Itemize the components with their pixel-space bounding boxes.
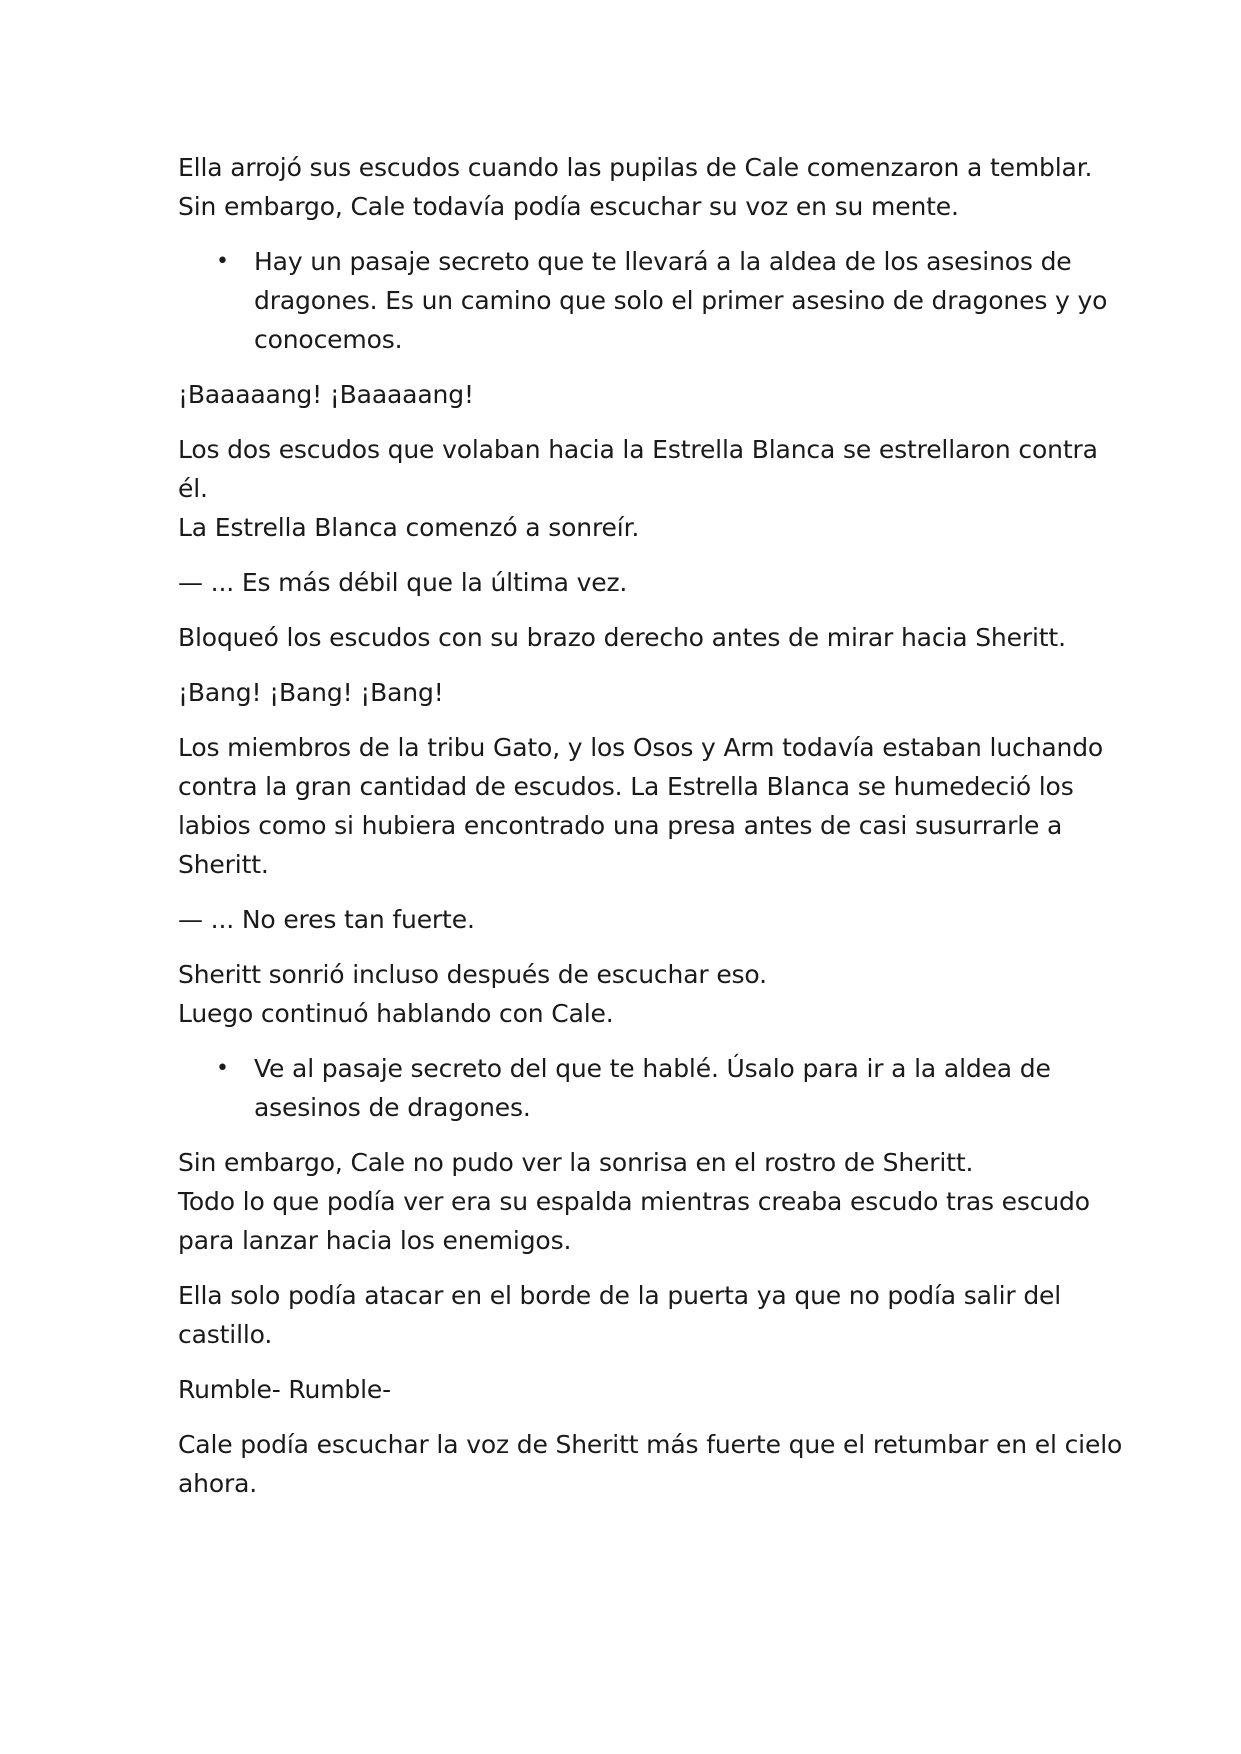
text-line: Sin embargo, Cale no pudo ver la sonrisa en el rostro de Sheritt.	[178, 1148, 974, 1177]
text-line: — ... Es más débil que la última vez.	[178, 568, 628, 597]
text-line: Cale podía escuchar la voz de Sheritt más fuerte que el retumbar en el cielo	[178, 1430, 1123, 1459]
paragraph	[178, 563, 1078, 602]
bullet-marker: •	[216, 249, 229, 274]
text-line: dragones. Es un camino que solo el primer asesino de dragones y yo	[254, 286, 1108, 315]
text-line: Ella solo podía atacar en el borde de la puerta ya que no podía salir del	[178, 1281, 1062, 1310]
paragraph	[178, 1370, 1078, 1409]
text-line: ¡Baaaaang! ¡Baaaaang!	[178, 380, 474, 409]
text-line: Sheritt.	[178, 850, 269, 879]
text-line: ¡Bang! ¡Bang! ¡Bang!	[178, 678, 444, 707]
text-line: para lanzar hacia los enemigos.	[178, 1226, 572, 1255]
text-line: castillo.	[178, 1320, 273, 1349]
paragraph	[178, 728, 1104, 884]
text-line: — ... No eres tan fuerte.	[178, 905, 475, 934]
text-line: contra la gran cantidad de escudos. La Estrella Blanca se humedeció los	[178, 772, 1074, 801]
text-line: Hay un pasaje secreto que te llevará a la aldea de los asesinos de	[254, 247, 1072, 276]
text-line: Bloqueó los escudos con su brazo derecho antes de mirar hacia Sheritt.	[178, 623, 1066, 652]
paragraph	[178, 1276, 1078, 1354]
paragraph	[178, 618, 1078, 657]
text-line: Sin embargo, Cale todavía podía escuchar su voz en su mente.	[178, 192, 959, 221]
text-line: conocemos.	[254, 325, 403, 354]
paragraph	[178, 900, 1078, 939]
bullet-marker: •	[216, 1056, 229, 1081]
text-line: Los miembros de la tribu Gato, y los Osos y Arm todavía estaban luchando	[178, 733, 1104, 762]
bullet-item	[178, 242, 1108, 359]
text-line: ahora.	[178, 1469, 258, 1498]
text-line: Los dos escudos que volaban hacia la Estrella Blanca se estrellaron contra	[178, 435, 1098, 464]
text-line: Todo lo que podía ver era su espalda mientras creaba escudo tras escudo	[178, 1187, 1090, 1216]
bullet-item	[178, 1049, 1078, 1127]
paragraph	[178, 1143, 1090, 1260]
text-line: él.	[178, 474, 208, 503]
text-line: Rumble- Rumble-	[178, 1375, 392, 1404]
text-line: asesinos de dragones.	[254, 1093, 531, 1122]
paragraph	[178, 1425, 1123, 1503]
text-line: Luego continuó hablando con Cale.	[178, 999, 614, 1028]
text-line: Sheritt sonrió incluso después de escuchar eso.	[178, 960, 767, 989]
text-line: Ve al pasaje secreto del que te hablé. Úsalo para ir a la aldea de	[254, 1054, 1051, 1083]
text-line: La Estrella Blanca comenzó a sonreír.	[178, 513, 640, 542]
paragraph	[178, 375, 1078, 414]
paragraph	[178, 148, 1093, 226]
paragraph	[178, 673, 1078, 712]
text-line: labios como si hubiera encontrado una presa antes de casi susurrarle a	[178, 811, 1063, 840]
document-body	[178, 148, 1123, 1519]
paragraph	[178, 955, 1078, 1033]
text-line: Ella arrojó sus escudos cuando las pupilas de Cale comenzaron a temblar.	[178, 153, 1093, 182]
paragraph	[178, 430, 1098, 547]
